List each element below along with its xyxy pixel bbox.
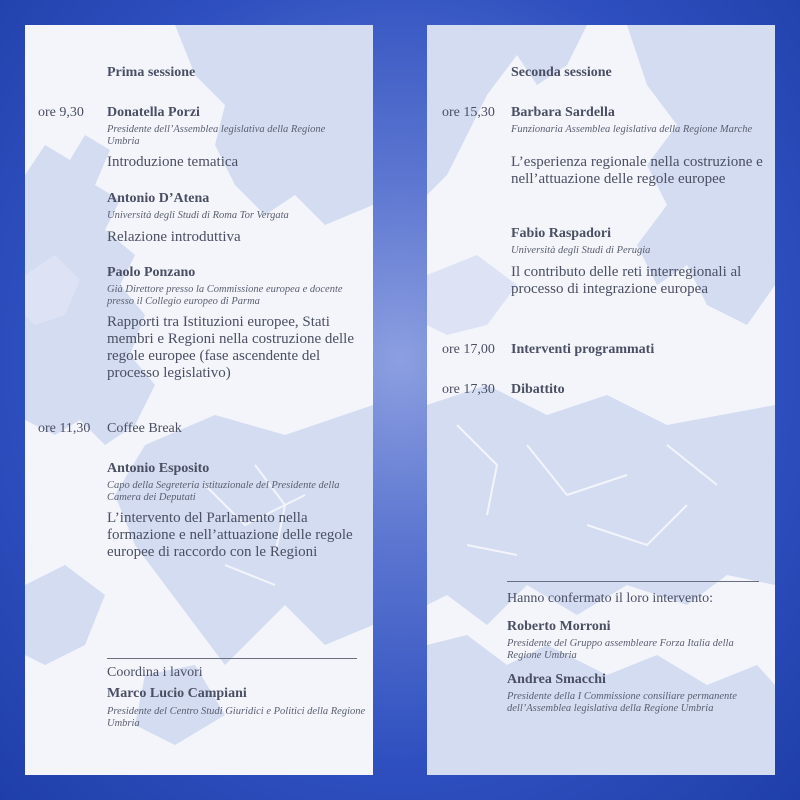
speaker-role: Capo della Segreteria istituzionale del Presidente della Camera dei Deputati xyxy=(107,480,340,503)
talk-time: ore 9,30 xyxy=(38,105,84,120)
agenda-item: Dibattito xyxy=(511,382,565,397)
talk-time: ore 15,30 xyxy=(442,105,495,120)
speaker-name: Donatella Porzi xyxy=(107,105,200,120)
session-title: Seconda sessione xyxy=(511,65,612,80)
speaker-name: Fabio Raspadori xyxy=(511,226,611,241)
speaker-name: Antonio Esposito xyxy=(107,461,210,476)
talk-topic: L’intervento del Parlamento nella formazione e nell’attuazione delle regole europee di raccordo con le Regioni xyxy=(107,510,353,560)
chair-name: Marco Lucio Campiani xyxy=(107,686,247,701)
session-title: Prima sessione xyxy=(107,65,196,80)
confirmed-role: Presidente del Gruppo assembleare Forza Italia della Regione Umbria xyxy=(507,638,734,661)
talk-topic: Introduzione tematica xyxy=(107,154,239,170)
section-divider xyxy=(107,658,357,659)
confirmed-name: Roberto Morroni xyxy=(507,619,611,634)
speaker-name: Paolo Ponzano xyxy=(107,265,196,280)
speaker-name: Barbara Sardella xyxy=(511,105,615,120)
talk-topic: Rapporti tra Istituzioni europee, Stati membri e Regioni nella costruzione delle regole europee (fase ascendente del processo legislativo) xyxy=(107,314,355,381)
section-divider xyxy=(507,581,759,582)
talk-time: ore 17,30 xyxy=(442,382,495,397)
confirmed-role: Presidente della I Commissione consiliare permanente dell’Assemblea legislativa della Regione Umbria xyxy=(507,691,737,714)
talk-topic: L’esperienza regionale nella costruzione e nell’attuazione delle regole europee xyxy=(511,154,763,187)
confirmed-name: Andrea Smacchi xyxy=(507,672,606,687)
talk-time: ore 17,00 xyxy=(442,342,495,357)
speaker-role: Università degli Studi di Roma Tor Vergata xyxy=(107,210,289,221)
coffee-break: Coffee Break xyxy=(107,421,182,436)
talk-time: ore 11,30 xyxy=(38,421,91,436)
right-program-panel xyxy=(427,25,775,775)
europe-map-background xyxy=(427,25,775,775)
left-program-panel xyxy=(25,25,373,775)
chair-label: Coordina i lavori xyxy=(107,665,203,680)
talk-topic: Il contributo delle reti interregionali al processo di integrazione europea xyxy=(511,264,742,297)
speaker-role: Funzionaria Assemblea legislativa della Regione Marche xyxy=(511,124,753,135)
chair-role: Presidente del Centro Studi Giuridici e Politici della Regione Umbria xyxy=(107,706,366,729)
agenda-item: Interventi programmati xyxy=(511,342,655,357)
talk-topic: Relazione introduttiva xyxy=(107,229,241,245)
speaker-role: Già Direttore presso la Commissione europea e docente presso il Collegio europeo di Parma xyxy=(107,284,343,307)
speaker-role: Università degli Studi di Perugia xyxy=(511,245,651,256)
speaker-role: Presidente dell’Assemblea legislativa della Regione Umbria xyxy=(107,124,326,147)
confirmed-label: Hanno confermato il loro intervento: xyxy=(507,591,714,606)
speaker-name: Antonio D’Atena xyxy=(107,191,210,206)
